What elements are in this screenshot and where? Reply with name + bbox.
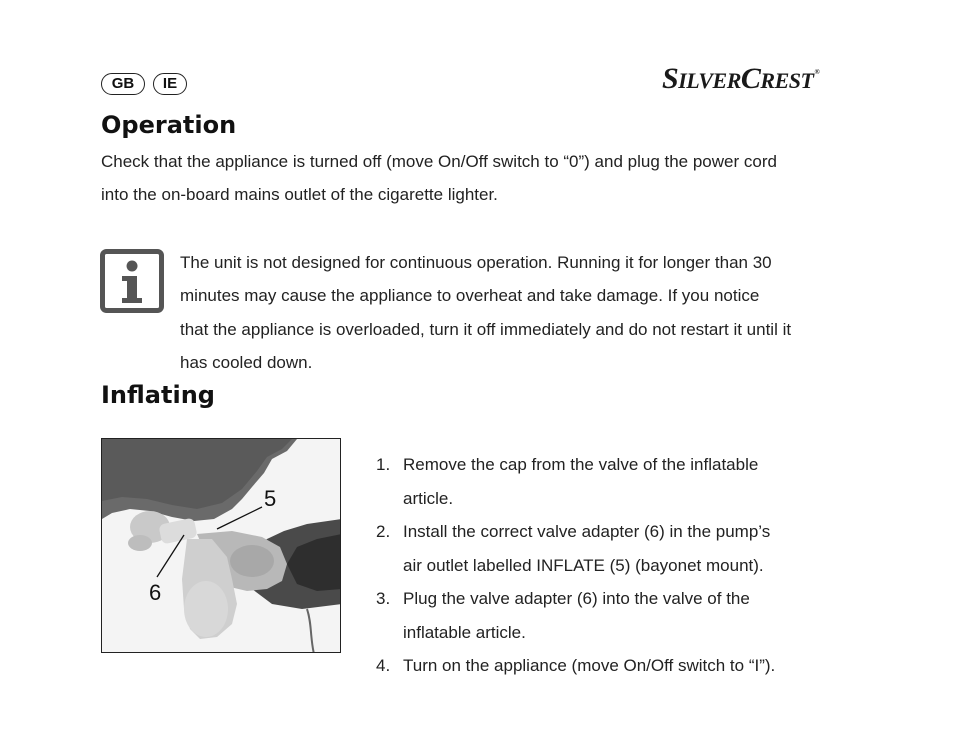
step-text: Turn on the appliance (move On/Off switch to “I”). [403, 656, 776, 675]
note-line: has cooled down. [180, 353, 313, 372]
figure-label-5: 5 [264, 486, 277, 511]
figure-label-6: 6 [149, 580, 162, 605]
step-text: Plug the valve adapter (6) into the valve of the [403, 589, 750, 608]
brand-logo: SILVERCREST® [662, 62, 820, 95]
info-icon [100, 249, 164, 313]
adapter-photo [101, 438, 341, 653]
note-line: The unit is not designed for continuous operation. Running it for longer than 30 [180, 253, 772, 272]
country-badge-ie: IE [153, 73, 187, 95]
operation-intro-line: Check that the appliance is turned off (move On/Off switch to “0”) and plug the power cord [101, 152, 777, 171]
country-badges [101, 73, 187, 95]
step-text: inflatable article. [403, 622, 526, 642]
step-item [376, 582, 856, 649]
step-item [376, 515, 856, 582]
operation-intro-line: into the on-board mains outlet of the cigarette lighter. [101, 185, 498, 204]
inflating-steps [376, 448, 856, 683]
inflating-heading: Inflating [101, 381, 215, 409]
step-number: 2. [376, 522, 391, 541]
step-text: Remove the cap from the valve of the inflatable [403, 455, 759, 474]
step-number: 3. [376, 589, 391, 608]
note-line: minutes may cause the appliance to overheat and take damage. If you notice [180, 286, 760, 305]
step-item [376, 649, 856, 683]
step-text: air outlet labelled INFLATE (5) (bayonet mount). [403, 555, 764, 575]
note-line: that the appliance is overloaded, turn it off immediately and do not restart it until it [180, 320, 792, 339]
step-item [376, 448, 856, 515]
country-badge-gb: GB [101, 73, 145, 95]
operation-heading: Operation [101, 111, 237, 139]
step-text: article. [403, 488, 454, 508]
step-text: Install the correct valve adapter (6) in the pump’s [403, 522, 771, 541]
step-number: 1. [376, 455, 391, 474]
step-number: 4. [376, 656, 391, 675]
